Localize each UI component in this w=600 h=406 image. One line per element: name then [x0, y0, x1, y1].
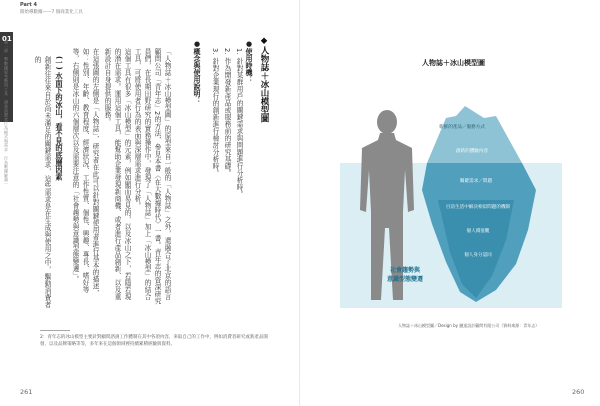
concept-paragraph-3: 在這張圖的左側是「人物誌」，研究者在此可以針對關鍵使用者進行基本的描述，如：性別、年齡、教育程度、經濟狀況、工作性質、個性、興趣、專長、嗜好等等，右側則是冰山的六個層次以及需要注意的「社會趨勢與意識型態變遷」。: [71, 48, 99, 297]
subheading: (一) 水面下的冰山，看不見的底層因素: [55, 56, 64, 181]
trend-label-line-2: 意識型態變遷: [386, 276, 424, 283]
page-number-left: 261: [20, 388, 33, 396]
usage-item-3: 3. 針對企業現行的創新進行檢討分析時。: [211, 48, 219, 177]
usage-title: ●使用時機：: [245, 40, 253, 83]
chapter-side-text: 第一部 勢數據思考應用工具 洞悉消費者行為模式與需求 行為數據解讀｜: [4, 40, 9, 187]
section-heading: ◆人物誌＋冰山模型圖: [259, 36, 269, 123]
concept-paragraph-1: 「人物誌＋冰山模型圖」的原型來自一般的「人物誌」之外，還融合了北京的語言顧問公司「青年志」2的方法，參見本書〈在大數據時代〉一書。青年志的資深研究員們，在長期田野研究的實務操作中，發現了「人物誌」加上「冰山模型」的結合工具，可將使用者行為的表面與深層需求進行分析。: [133, 48, 171, 305]
trend-label-line-1: 社會趨勢與: [389, 267, 421, 274]
iceberg-figure: [300, 0, 600, 406]
figure-caption: 人物誌＋冰山模型圖／Design by 鏈達設計顧問有限公司（資料來源：青年志）: [398, 323, 540, 328]
layer-label-6: 個人身分認同: [464, 253, 492, 258]
figure-title: 人物誌＋冰山模型圖: [422, 59, 485, 67]
layer-label-2: 創新的體驗內容: [455, 149, 489, 154]
footnote: 2：青年志的冰山模型主要針對顧問諮詢工作體制在其中各項內容，來取自己的工作中，例如消費者研究或新產品開發，以及品牌策略等等，多年來在這個領域裡持續累積經驗與資料。: [40, 335, 268, 347]
diamond-icon: ◆: [259, 36, 269, 46]
running-head: 開始導數據——7 個商業化工具: [20, 10, 83, 15]
usage-item-1: 1. 針對某群用戶的關鍵需求與問題進行分析時。: [235, 48, 243, 198]
layer-label-5: 個人價值觀: [466, 229, 490, 234]
layer-label-3: 關鍵需求／問題: [459, 179, 493, 184]
concept-paragraph-2: 這個工具有很多「冰山模型」的元素，例如顯而易見的，以及冰山之下，若隱若現的潛在需求。運用這個工具，能幫助企業發現新商機、或者進行產品創新、以及重新設計自身提供的服務。: [103, 48, 131, 300]
layer-label-1: 新鮮的產品／服務方式: [439, 125, 485, 130]
footnote-divider: [40, 330, 70, 331]
page-number-right: 260: [572, 388, 585, 396]
layer-label-4: 目前生活中解決相似問題的機制: [445, 205, 511, 210]
part-label: Part 4: [20, 2, 37, 8]
chapter-number: 01: [2, 35, 12, 43]
usage-item-2: 2. 作為開發新產品或服務前的研究基礎。: [223, 48, 231, 177]
bullet-icon: ●: [245, 40, 253, 48]
concept-title: ●概念與使用說明：: [193, 40, 201, 104]
sub-paragraph: 創新往往來自於尚未滿足的關鍵需求，這些需求是在生成與使用之中，驅動消費者的: [33, 56, 51, 308]
bullet-icon: ●: [193, 40, 201, 48]
